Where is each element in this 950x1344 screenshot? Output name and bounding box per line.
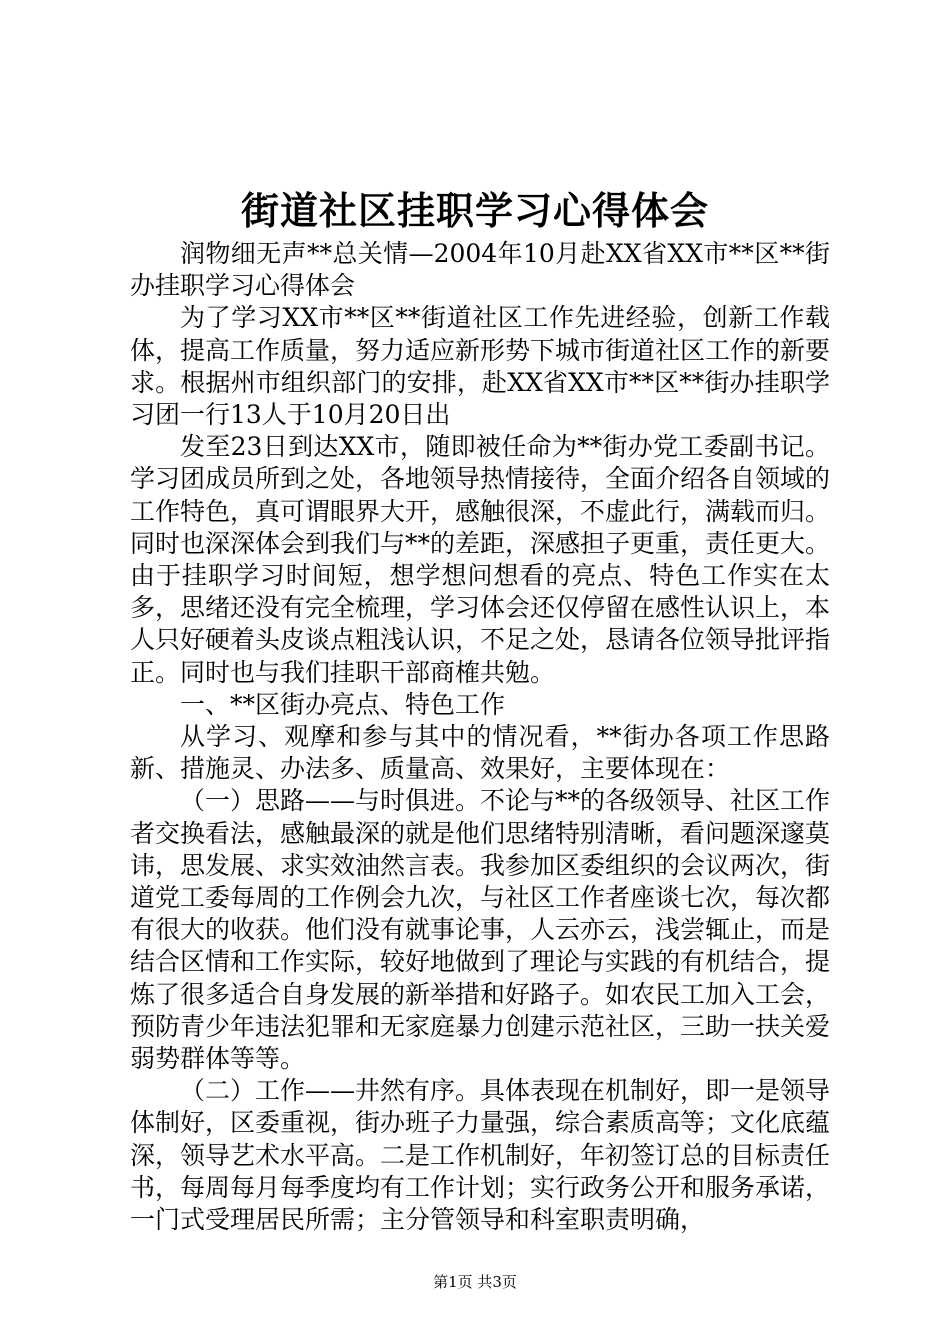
- page-footer: 第1页 共3页: [433, 1273, 517, 1291]
- paragraph-subtitle: 润物细无声**总关情—2004年10月赴XX省XX市**区**街办挂职学习心得体会: [130, 239, 830, 301]
- paragraph-thinking: （一）思路——与时俱进。不论与**的各级领导、社区工作者交换看法，感触最深的就是他们思绪特别清晰，看问题深邃莫讳，思发展、求实效油然言表。我参加区委组织的会议两次，街道党工委每周的工作例会九次，与社区工作者座谈七次，每次都有很大的收获。他们没有就事论事，人云亦云，浅尝辄止，而是结合区情和工作实际，较好地做到了理论与实践的有机结合，提炼了很多适合自身发展的新举措和好路子。如农民工加入工会，预防青少年违法犯罪和无家庭暴力创建示范社区，三助一扶关爱弱势群体等等。: [130, 786, 831, 1074]
- document-body: [130, 238, 830, 1236]
- paragraph-work: （二）工作——井然有序。具体表现在机制好，即一是领导体制好，区委重视，街办班子力量强，综合素质高等；文化底蕴深，领导艺术水平高。二是工作机制好，年初签订总的目标责任书，每周每月每季度均有工作计划；实行政务公开和服务承诺，一门式受理居民所需；主分管领导和科室职责明确，: [130, 1076, 831, 1235]
- paragraph-overview: 从学习、观摩和参与其中的情况看，**街办各项工作思路新、措施灵、办法多、质量高、效果好，主要体现在：: [130, 722, 830, 784]
- paragraph-intro: 为了学习XX市**区**街道社区工作先进经验，创新工作载体，提高工作质量，努力适应新形势下城市街道社区工作的新要求。根据州市组织部门的安排，赴XX省XX市**区**街办挂职学习团一行13人于10月20日出: [130, 303, 831, 430]
- section-heading-highlights: 一、**区街办亮点、特色工作: [180, 689, 506, 719]
- document-title: 街道社区挂职学习心得体会: [240, 188, 709, 233]
- paragraph-arrival: 发至23日到达XX市，随即被任命为**街办党工委副书记。学习团成员所到之处，各地领导热情接待，全面介绍各自领域的工作特色，真可谓眼界大开，感触很深，不虚此行，满载而归。同时也深深体会到我们与**的差距，深感担子更重，责任更大。由于挂职学习时间短，想学想问想看的亮点、特色工作实在太多，思绪还没有完全梳理，学习体会还仅停留在感性认识上，本人只好硬着头皮谈点粗浅认识，不足之处，恳请各位领导批评指正。同时也与我们挂职干部商榷共勉。: [130, 432, 831, 687]
